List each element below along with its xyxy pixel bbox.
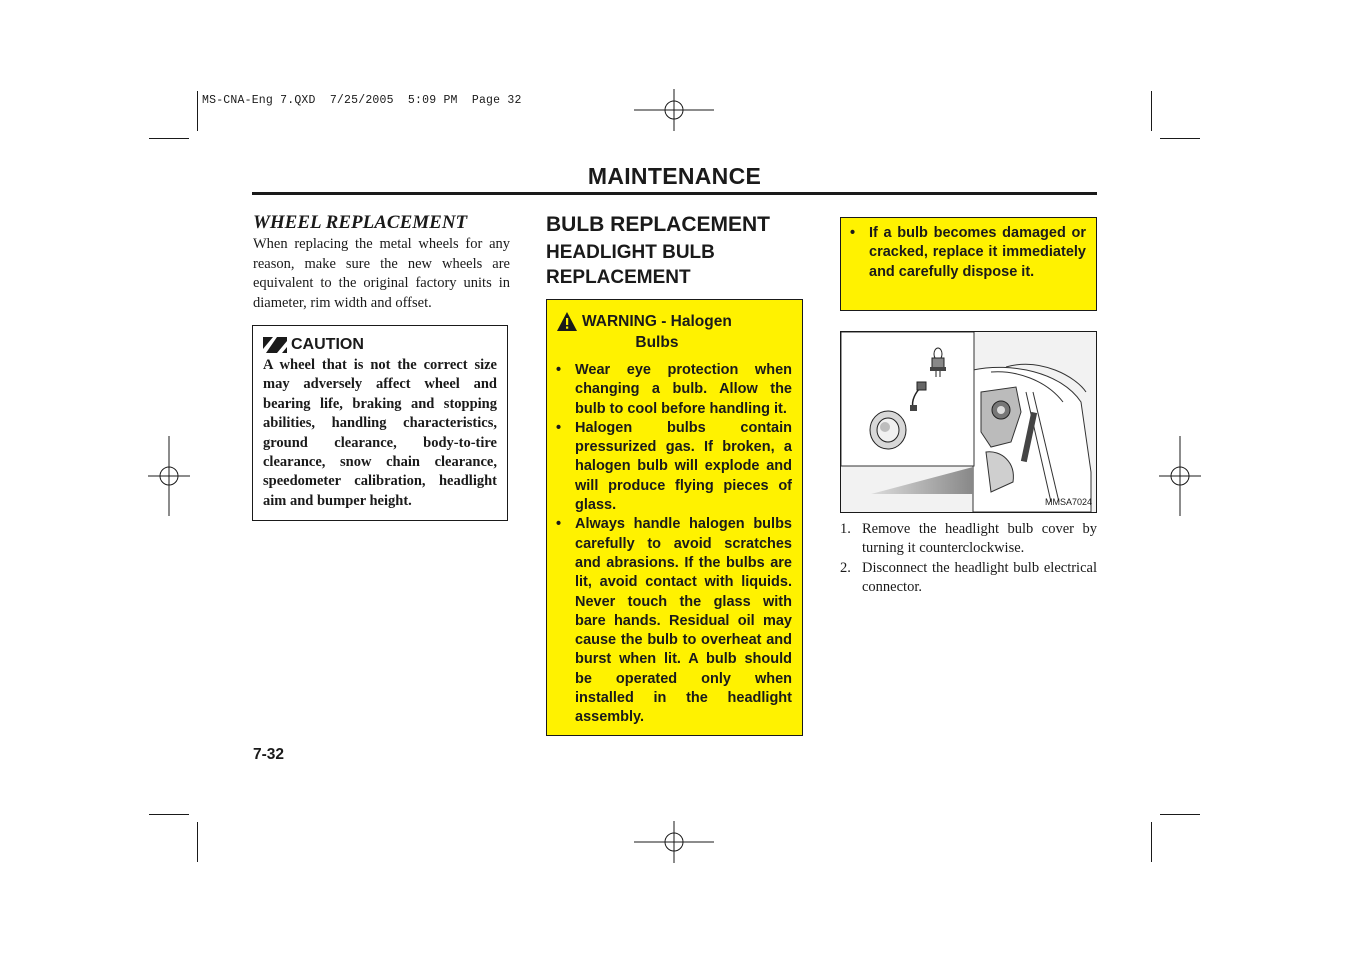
bullet: • <box>850 225 856 241</box>
caution-box <box>252 325 508 521</box>
headlight-bulb-illustration <box>841 332 1096 512</box>
list-item: • Always handle halogen bulbs carefully to avoid scratches and abrasions. If the bulbs are lit, avoid contact with liquids. Never touch the glass with bare hands. Residual oil may cause the bulb to overheat and burst when lit. A bulb should be operated only when installed in the headlight assembly. <box>556 516 792 726</box>
bulb-replacement-section <box>546 212 803 290</box>
warning-title-line1: WARNING - Halogen <box>582 313 732 330</box>
warning-header <box>556 311 792 353</box>
warning-list <box>556 361 792 728</box>
wheel-replacement-heading: WHEEL REPLACEMENT <box>253 212 468 233</box>
page-title: MAINTENANCE <box>587 163 762 189</box>
caution-slash-icon <box>263 337 287 353</box>
wheel-replacement-body: When replacing the metal wheels for any reason, make sure the new wheels are equivalent to the original factory units in diameter, rim width and offset. <box>253 236 510 311</box>
wheel-replacement-section <box>253 212 510 313</box>
headlight-illustration <box>840 331 1097 513</box>
bullet: • <box>556 362 562 378</box>
warning-title-line2: Bulbs <box>635 334 679 351</box>
list-item: 1. Remove the headlight bulb cover by turning it counterclockwise. <box>840 521 1097 557</box>
bullet: • <box>556 516 562 533</box>
registration-mark-top <box>634 89 714 131</box>
note-box <box>840 217 1097 311</box>
note-list <box>850 224 1086 282</box>
bullet: • <box>556 419 562 436</box>
registration-mark-right <box>1159 436 1201 516</box>
figure-label: MMSA7024 <box>1044 497 1092 507</box>
warning-triangle-icon <box>556 311 578 332</box>
headlight-bulb-heading: HEADLIGHT BULB REPLACEMENT <box>546 242 715 288</box>
warning-box <box>546 299 803 736</box>
list-item: 2. Disconnect the headlight bulb electrical connector. <box>840 559 1097 596</box>
list-item: • Wear eye protection when changing a bulb. Allow the bulb to cool before handling it. <box>556 362 792 417</box>
steps-list <box>840 520 1097 598</box>
list-item: • Halogen bulbs contain pressurized gas. If broken, a halogen bulb will explode and will produce flying pieces of glass. <box>556 419 792 514</box>
registration-mark-bottom <box>634 821 714 863</box>
print-slug: MS-CNA-Eng 7.QXD 7/25/2005 5:09 PM Page 32 <box>202 94 522 107</box>
caution-header <box>263 336 497 354</box>
list-item: • If a bulb becomes damaged or cracked, replace it immediately and carefully dispose it. <box>850 225 1086 280</box>
warning-title <box>582 311 732 353</box>
registration-mark-left <box>148 436 190 516</box>
header-rule <box>252 192 1097 195</box>
caution-title: CAUTION <box>291 336 364 353</box>
bulb-replacement-heading: BULB REPLACEMENT <box>546 213 770 236</box>
caution-text: A wheel that is not the correct size may adversely affect wheel and bearing life, braking and stopping abilities, handling characteristics, ground clearance, body-to-tire clearance, snow chain clearance, speedometer calibration, headlight aim and bumper height. <box>263 357 497 509</box>
page-number: 7-32 <box>253 746 285 763</box>
